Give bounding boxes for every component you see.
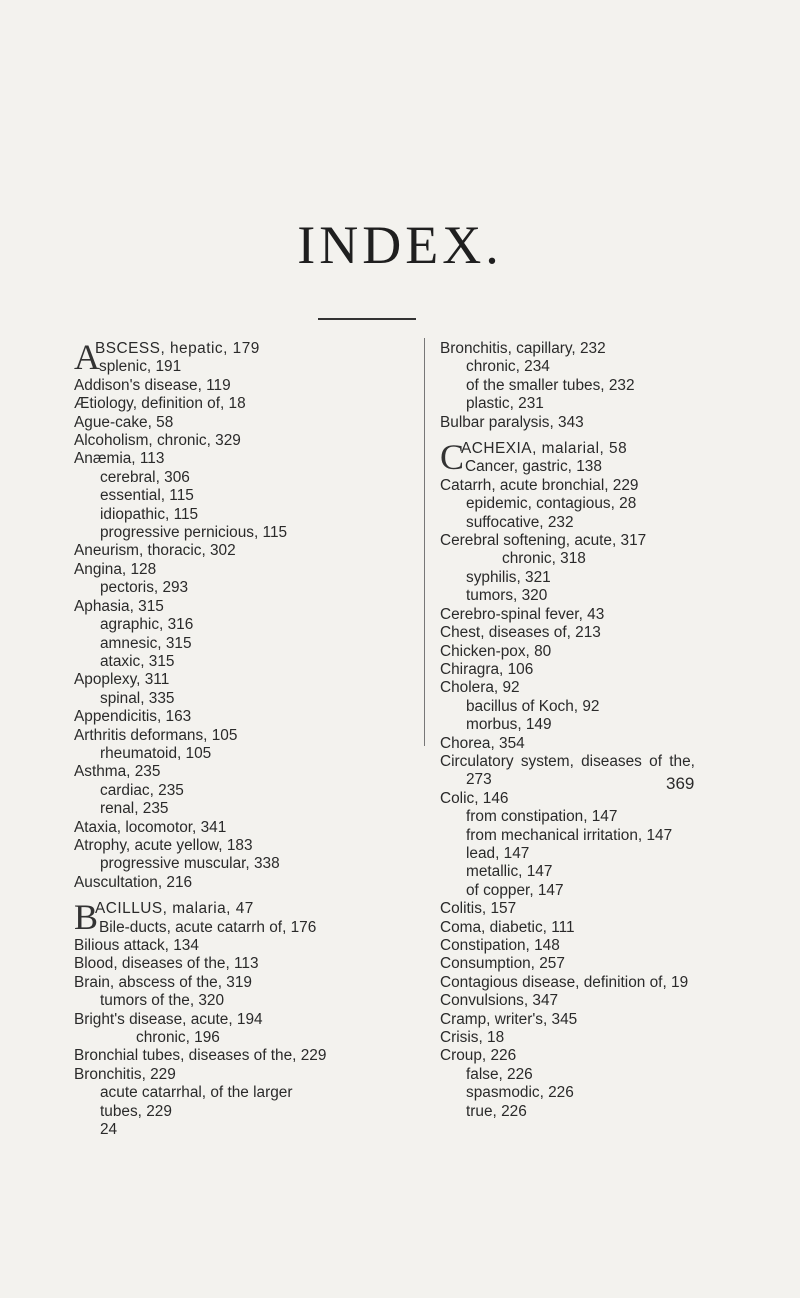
index-subentry: metallic, 147 xyxy=(466,863,553,881)
index-entry: Chiragra, 106 xyxy=(440,660,534,678)
index-entry: Brain, abscess of the, 319 xyxy=(74,973,252,991)
dropcap-b: B xyxy=(74,897,99,938)
index-subentry: syphilis, 321 xyxy=(466,568,551,586)
index-subentry: tubes, 229 xyxy=(100,1102,172,1120)
index-entry: Cholera, 92 xyxy=(440,679,520,697)
index-subentry: morbus, 149 xyxy=(466,716,552,734)
index-entry: Cerebral softening, acute, 317 xyxy=(440,532,647,550)
index-subentry: chronic, 234 xyxy=(466,358,550,376)
index-entry: Ataxia, locomotor, 341 xyxy=(74,818,227,836)
index-entry: ACILLUS, malaria, 47 xyxy=(95,900,254,918)
index-entry: splenic, 191 xyxy=(99,358,182,376)
index-entry: Bile-ducts, acute catarrh of, 176 xyxy=(99,918,317,936)
index-entry: Colitis, 157 xyxy=(440,900,517,918)
index-entry: Bronchitis, 229 xyxy=(74,1065,176,1083)
title-rule xyxy=(318,318,416,320)
index-entry: Bulbar paralysis, 343 xyxy=(440,413,584,431)
dropcap-a: A xyxy=(74,337,100,377)
index-subentry: cardiac, 235 xyxy=(100,781,184,799)
index-entry: Chorea, 354 xyxy=(440,734,525,752)
index-subentry: false, 226 xyxy=(466,1065,533,1083)
index-entry: Bright's disease, acute, 194 xyxy=(74,1010,263,1028)
index-entry: Asthma, 235 xyxy=(74,763,161,781)
index-subentry: of copper, 147 xyxy=(466,881,564,899)
index-subentry: epidemic, contagious, 28 xyxy=(466,495,637,513)
section-a-start xyxy=(74,337,390,377)
index-subentry: lead, 147 xyxy=(466,844,530,862)
index-subentry: 273 xyxy=(466,771,492,789)
index-subentry: true, 226 xyxy=(466,1102,527,1120)
right-column xyxy=(440,340,742,1121)
index-entry: Cramp, writer's, 345 xyxy=(440,1010,578,1028)
index-entry: BSCESS, hepatic, 179 xyxy=(95,340,260,357)
index-entry: Crisis, 18 xyxy=(440,1029,505,1047)
index-subentry: idiopathic, 115 xyxy=(100,505,199,523)
index-entry: Consumption, 257 xyxy=(440,955,565,973)
index-entry: Ætiology, definition of, 18 xyxy=(74,395,246,413)
index-subentry: tumors, 320 xyxy=(466,587,548,605)
index-subentry: bacillus of Koch, 92 xyxy=(466,697,600,715)
index-entry: Bronchitis, capillary, 232 xyxy=(440,340,606,357)
index-subentry: tumors of the, 320 xyxy=(100,992,225,1010)
index-entry: Contagious disease, definition of, 19 xyxy=(440,973,689,991)
index-subentry: plastic, 231 xyxy=(466,395,544,413)
index-entry: Auscultation, 216 xyxy=(74,873,193,891)
index-subentry: pectoris, 293 xyxy=(100,579,189,597)
left-column xyxy=(74,337,390,1139)
index-entry: Bronchial tubes, diseases of the, 229 xyxy=(74,1047,327,1065)
index-subentry: from mechanical irritation, 147 xyxy=(466,826,673,844)
index-subentry: ataxic, 315 xyxy=(100,652,175,670)
index-entry: Croup, 226 xyxy=(440,1047,517,1065)
index-subentry: 24 xyxy=(100,1121,118,1139)
index-subentry: chronic, 318 xyxy=(502,550,586,568)
index-subentry: chronic, 196 xyxy=(136,1029,220,1047)
index-entry: Addison's disease, 119 xyxy=(74,376,231,394)
index-entry: Ague-cake, 58 xyxy=(74,413,174,431)
index-entry: Arthritis deformans, 105 xyxy=(74,726,238,744)
section-c-start xyxy=(440,437,742,478)
index-entry: Atrophy, acute yellow, 183 xyxy=(74,836,253,854)
index-entry: Aneurism, thoracic, 302 xyxy=(74,542,236,560)
index-subentry: progressive pernicious, 115 xyxy=(100,524,288,542)
index-entry: Angina, 128 xyxy=(74,560,157,578)
index-entry: Chicken-pox, 80 xyxy=(440,642,552,660)
index-subentry: progressive muscular, 338 xyxy=(100,855,280,873)
index-entry: Chest, diseases of, 213 xyxy=(440,624,601,642)
index-subentry: amnesic, 315 xyxy=(100,634,192,652)
index-subentry: spasmodic, 226 xyxy=(466,1084,574,1102)
index-entry: Cerebro-spinal fever, 43 xyxy=(440,605,605,623)
index-subentry: renal, 235 xyxy=(100,800,169,818)
index-subentry: spinal, 335 xyxy=(100,689,175,707)
index-entry: Aphasia, 315 xyxy=(74,597,164,615)
column-divider xyxy=(424,338,425,746)
index-title: INDEX. xyxy=(297,215,503,275)
index-entry: Alcoholism, chronic, 329 xyxy=(74,432,241,450)
index-entry: Coma, diabetic, 111 xyxy=(440,918,575,936)
index-subentry: essential, 115 xyxy=(100,487,194,505)
index-subentry: rheumatoid, 105 xyxy=(100,744,212,762)
index-subentry: agraphic, 316 xyxy=(100,616,194,634)
dropcap-c: C xyxy=(440,437,465,478)
index-subentry: suffocative, 232 xyxy=(466,513,574,531)
index-subentry: acute catarrhal, of the larger xyxy=(100,1084,293,1102)
index-entry: Appendicitis, 163 xyxy=(74,708,192,726)
index-subentry: of the smaller tubes, 232 xyxy=(466,376,635,394)
index-entry: Apoplexy, 311 xyxy=(74,671,170,689)
index-entry: ACHEXIA, malarial, 58 xyxy=(461,440,628,458)
index-subentry: from constipation, 147 xyxy=(466,808,618,826)
index-entry: Blood, diseases of the, 113 xyxy=(74,955,259,973)
index-entry: Convulsions, 347 xyxy=(440,992,559,1010)
index-entry: Anæmia, 113 xyxy=(74,450,165,468)
page-number: 369 xyxy=(666,774,695,793)
index-entry: Cancer, gastric, 138 xyxy=(465,458,602,476)
index-entry: Colic, 146 xyxy=(440,789,509,807)
index-entry: Catarrh, acute bronchial, 229 xyxy=(440,476,639,494)
section-b-start xyxy=(74,897,390,938)
index-subentry: cerebral, 306 xyxy=(100,468,190,486)
index-entry: Circulatory system, diseases of the, xyxy=(440,752,695,770)
index-entry: Bilious attack, 134 xyxy=(74,937,199,954)
index-entry: Constipation, 148 xyxy=(440,937,560,954)
